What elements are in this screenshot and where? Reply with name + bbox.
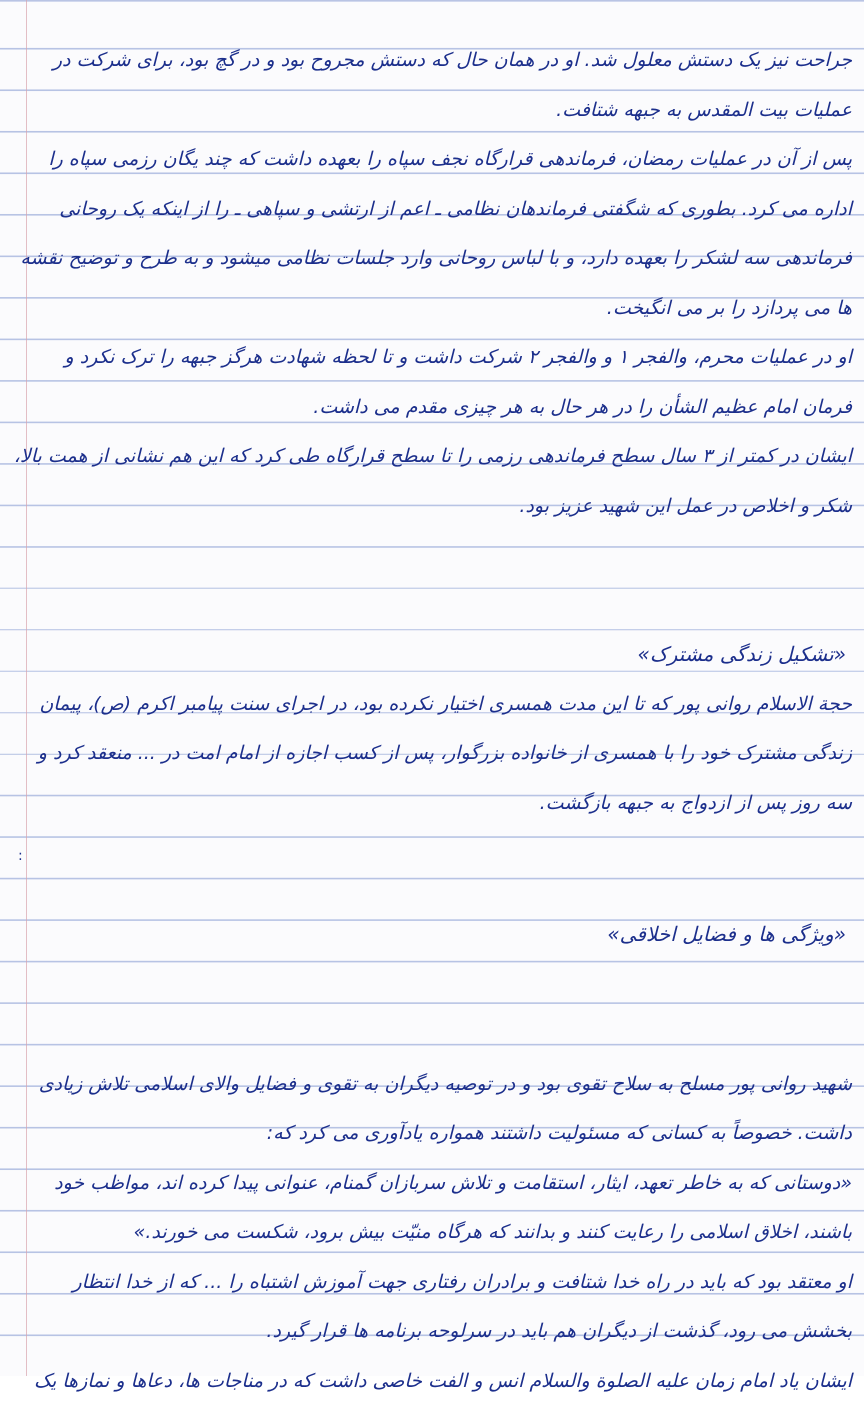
paragraph-command-level: ایشان در کمتر از ۳ سال سطح فرماندهی رزمی را تا سطح قرارگاه طی کرد که این هم نشانی از همت بالا، شکر و اخلاص در عمل این شهید عزیز بود. (12, 432, 852, 531)
paragraph-marriage: حجة الاسلام روانی پور که تا این مدت همسری اختیار نکرده بود، در اجرای سنت پیامبر اکرم (ص)، پیمان زندگی مشترک خود را با همسری از خانواده بزرگوار، پس از کسب اجازه از امام امت در ... منعقد کرد و سه روز پس از ازدواج به جبهه بازگشت. (12, 680, 852, 829)
paragraph-quote: «دوستانی که به خاطر تعهد، ایثار، استقامت و تلاش سربازان گمنام، عنوانی پیدا کرده اند، مواظب خود باشند، اخلاق اسلامی را رعایت کنند و بدانند که هرگاه منیّت بیش برود، شکست می خورند.» (12, 1159, 852, 1258)
paragraph-piety: شهید روانی پور مسلح به سلاح تقوی بود و در توصیه دیگران به تقوی و فضایل والای اسلامی تلاش زیادی داشت. خصوصاً به کسانی که مسئولیت داشتند همواره یادآوری می کرد که: (12, 1060, 852, 1159)
paragraph-bayt-al-muqaddas: جراحت نیز یک دستش معلول شد. او در همان حال که دستش مجروح بود و در گچ بود، برای شرکت در عملیات بیت المقدس به جبهه شتافت. (12, 36, 852, 135)
section-heading-marriage: «تشکیل زندگی مشترک» (12, 630, 852, 680)
section-heading-virtues: «ویژگی ها و فضایل اخلاقی» (12, 910, 852, 960)
paragraph-ramadan-operation: پس از آن در عملیات رمضان، فرماندهی قرارگاه نجف سپاه را بعهده داشت که چند یگان رزمی سپاه را اداره می کرد. بطوری که شگفتی فرماندهان نظامی ـ اعم از ارتشی و سپاهی ـ را از اینکه یک روحانی فرماندهی سه لشکر را بعهده دارد، و با لباس روحانی وارد جلسات نظامی میشود و به طرح و توضیح نقشه ها می پردازد را بر می انگیخت. (12, 135, 852, 333)
margin-mark: : (18, 848, 23, 864)
paragraph-imam-zaman: ایشان یاد امام زمان علیه الصلوة والسلام انس و الفت خاصی داشت که در مناجات ها، دعاها و نمازها یک (12, 1357, 852, 1406)
paragraph-forgiveness: او معتقد بود که باید در راه خدا شتافت و برادران رفتاری جهت آموزش اشتباه را ... که از خدا انتظار بخشش می رود، گذشت از دیگران هم باید در سرلوحه برنامه ها قرار گیرد. (12, 1258, 852, 1357)
spacer (12, 828, 852, 910)
paragraph-operations: او در عملیات محرم، والفجر ۱ و والفجر ۲ شرکت داشت و تا لحظه شهادت هرگز جبهه را ترک نکرد و فرمان امام عظیم الشأن را در هر حال به هر چیزی مقدم می داشت. (12, 333, 852, 432)
spacer (12, 960, 852, 1060)
spacer (12, 531, 852, 630)
handwritten-text (12, 36, 852, 1406)
